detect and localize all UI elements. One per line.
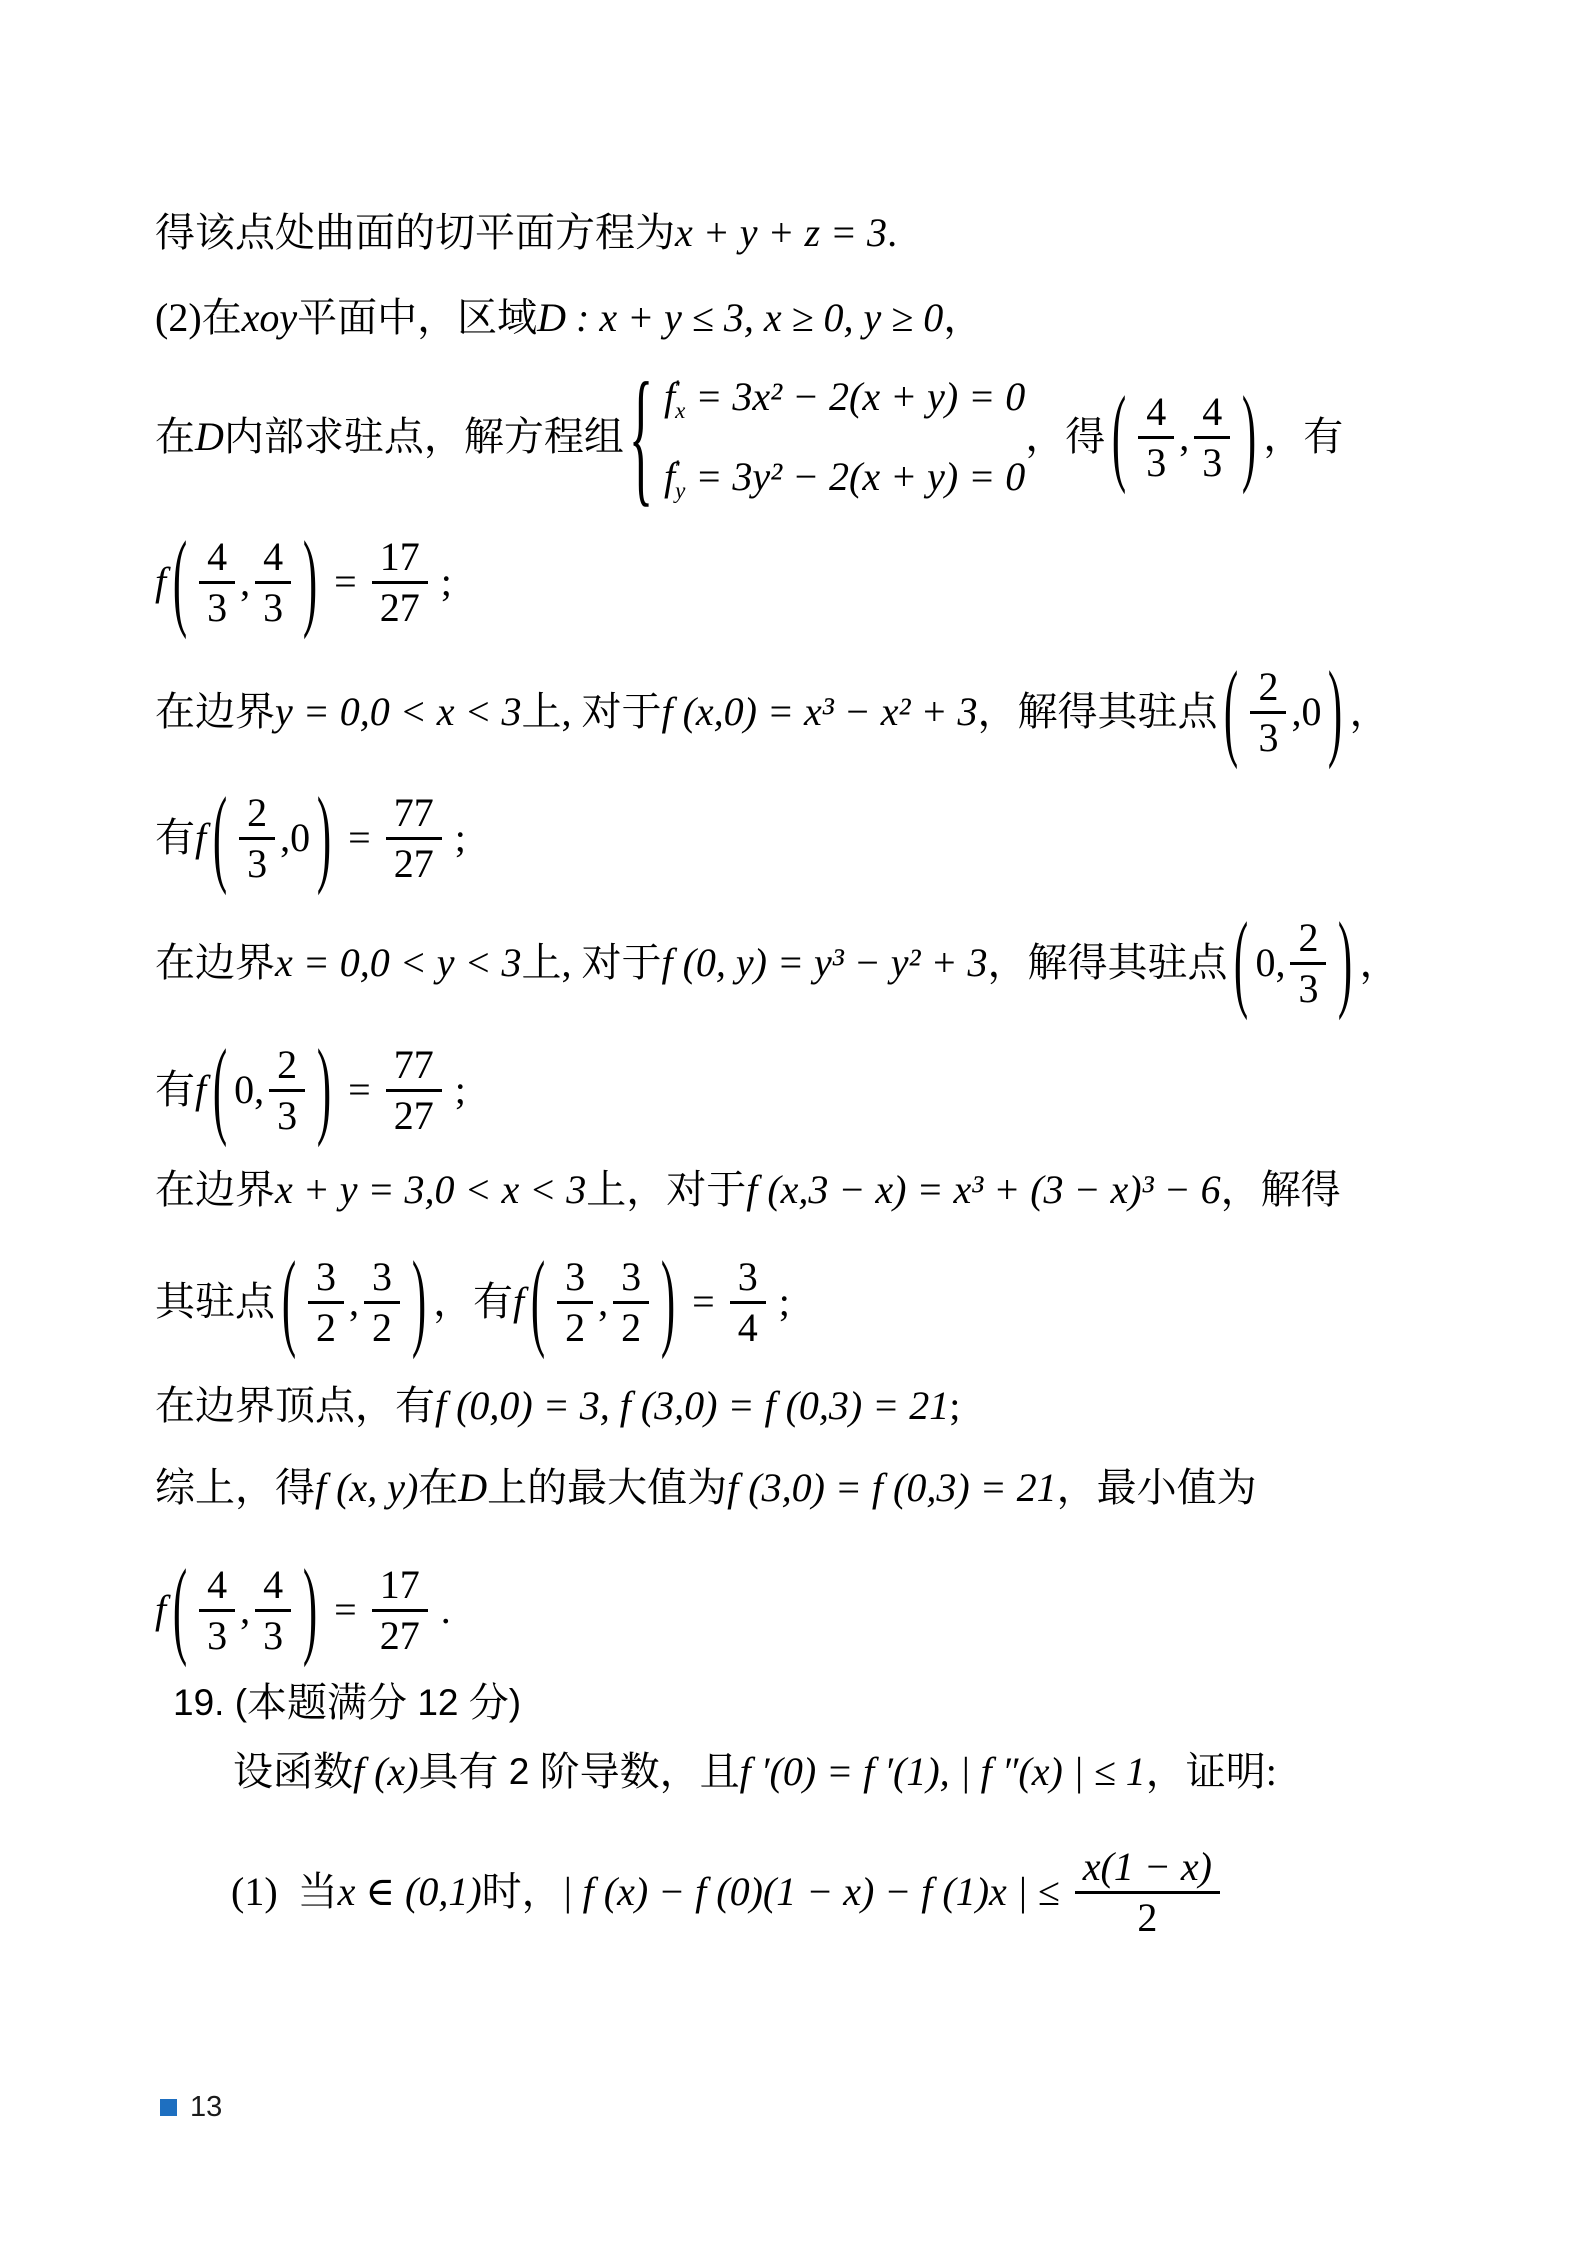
cn-text: 得 [1065,414,1106,459]
right-paren: ) [316,1030,332,1150]
fraction-numerator: 4 [1138,391,1174,439]
cn-text: 在边界 [155,689,275,734]
right-paren: ) [302,1550,318,1670]
fraction-denominator: 2 [565,1304,586,1350]
math-text: = 3y² − 2(x + y) = 0 [685,454,1026,499]
cn-text: ，有 [433,1279,513,1324]
paragraph-boundary-x0 [155,893,1399,1033]
point-tuple [166,1550,324,1670]
fraction-numerator: x(1 − x) [1075,1846,1220,1894]
prime-mark: ′ [675,376,681,402]
math-text: y = 0,0 < x < 3 [275,689,522,734]
cn-text: ，解得其驻点 [977,689,1218,734]
fraction [1138,388,1174,485]
comma: , [349,1279,359,1324]
cn-text: 平面中，区域 [297,295,538,340]
right-paren: ) [411,1242,427,1362]
equals-sign: = [348,1067,371,1112]
math-text: 0 [1255,940,1276,985]
number: 2 [498,1750,540,1792]
problem-19-part1 [231,1832,1225,1952]
fraction [308,1253,344,1350]
paragraph-vertices [155,1376,960,1436]
semicolon: ; [454,815,466,860]
point-tuple [1227,903,1359,1023]
cases-brace: { [628,351,654,520]
cn-text: ，证明: [1145,1749,1277,1794]
equals-sign: = [334,1587,357,1632]
comma: , [240,1587,251,1632]
left-paren: ( [172,522,188,642]
right-paren: ) [1242,377,1257,497]
cn-text: 得该点处曲面的切平面方程为 [155,210,675,255]
equals-sign: = [334,559,357,604]
fraction-denominator: 27 [379,584,420,630]
left-paren: ( [1224,652,1239,772]
cn-text: 分 [468,1680,509,1725]
math-text: x + y = 3,0 < x < 3 [275,1167,587,1212]
cn-text: 当 [297,1869,338,1914]
comma: , [598,1279,609,1324]
cn-text: ，解得 [1220,1167,1341,1212]
equation-row [664,452,1025,502]
formula-f-interior-value [155,518,452,646]
formula-min-value [155,1540,451,1680]
fraction-denominator: 3 [277,1092,298,1138]
fraction [730,1253,766,1350]
math-text: xoy [241,295,298,340]
equals-sign: = [348,815,371,860]
math-text: f (x,3 − x) = x³ + (3 − x)³ − 6 [746,1167,1221,1212]
subscript: y [675,478,686,503]
item-label: (2) [155,295,202,340]
right-paren: ) [1328,652,1343,772]
formula-f-0-23 [155,1022,466,1158]
right-paren: ) [1338,903,1353,1023]
fraction-denominator: 3 [263,584,284,630]
cn-text: ， [1025,414,1066,459]
point-tuple [1105,377,1263,497]
cn-text: 综上，得 [155,1465,315,1510]
fraction-denominator: 2 [372,1304,392,1350]
point-tuple [1217,652,1349,772]
left-paren: ( [1234,903,1249,1023]
fraction-numerator: 4 [255,1564,291,1612]
fraction [557,1253,593,1350]
cn-text: 设函数 [233,1749,353,1794]
cn-text: 在 [201,295,242,340]
math-text: x + y + z = 3 [675,210,888,255]
period: . [887,210,898,255]
right-paren: ) [660,1242,676,1362]
comma: , [1291,689,1302,734]
math-text: f [195,815,207,860]
comma: , [1179,414,1190,459]
fraction [269,1041,305,1138]
left-paren: ( [281,1242,297,1362]
fraction-denominator: 2 [1137,1894,1158,1940]
page-footer [160,2091,222,2124]
fraction-denominator: 4 [737,1304,758,1350]
math-text: D : x + y ≤ 3, x ≥ 0, y ≥ 0 [537,295,944,340]
paragraph-boundary-y0 [155,642,1389,782]
equation-row [664,372,1025,422]
paragraph-region-d [155,288,983,348]
point-tuple [275,1242,433,1362]
fraction [255,533,291,630]
paragraph-conclusion [155,1458,1257,1518]
cn-text: 上，对于 [586,1167,747,1212]
fraction [372,533,428,630]
math-text: f (x,0) = x³ − x² + 3 [661,689,978,734]
math-text: f (x) [353,1749,419,1794]
fraction-denominator: 3 [207,1612,228,1658]
item-label: (1) [231,1869,298,1914]
semicolon: ; [778,1279,790,1324]
cn-text: 上的最大值为 [487,1465,728,1510]
fraction-denominator: 27 [379,1612,420,1658]
fraction-denominator: 3 [1298,965,1319,1011]
math-text: f [663,454,676,499]
comma: , [280,815,291,860]
prime-subscript [675,378,685,422]
cn-text: 阶导数，且 [539,1749,740,1794]
left-paren: ( [212,1030,228,1150]
paragraph-stationary-points [155,351,1344,520]
math-text: D [458,1465,488,1510]
cn-text: 在 [155,414,195,459]
fraction-numerator: 2 [1290,917,1326,965]
cn-text: ， [1263,414,1304,459]
paragraph-tangent-plane [155,205,897,261]
point-tuple [166,522,324,642]
fraction [239,789,275,886]
fraction [199,1561,235,1658]
fraction-denominator: 27 [393,840,434,886]
cn-text: 上, 对于 [521,689,662,734]
paragraph-stationary-32 [155,1232,790,1372]
math-text: | f (x) − f (0)(1 − x) − f (1)x | ≤ [561,1869,1070,1914]
math-text: f ′(0) = f ′(1), | f ″(x) | ≤ 1 [739,1749,1146,1794]
fraction-numerator: 2 [239,792,275,840]
fraction-numerator: 2 [1250,666,1286,714]
fraction-numerator: 17 [372,1564,428,1612]
problem-19-heading [173,1676,521,1730]
problem-number: 19. ( [173,1681,248,1723]
fraction-numerator: 3 [557,1256,593,1304]
score-number: 12 [407,1681,469,1723]
cn-comma: ， [1349,689,1390,734]
math-text: f (x, y) [315,1465,419,1510]
point-tuple [524,1242,682,1362]
fraction [613,1253,649,1350]
fraction-numerator: 3 [730,1256,766,1304]
cn-text: 在边界顶点，有 [155,1383,435,1428]
fraction [1250,663,1286,760]
comma: , [254,1067,265,1112]
fraction-denominator: 2 [621,1304,642,1350]
fraction-denominator: 3 [207,584,228,630]
math-text: x ∈ (0,1) [337,1869,482,1914]
fraction-denominator: 2 [316,1304,336,1350]
cn-text: 时， [481,1869,562,1914]
subscript: x [675,398,686,423]
math-text: f [155,1587,167,1632]
fraction-denominator: 3 [1258,714,1279,760]
cn-text: ，解得其驻点 [987,940,1228,985]
right-paren: ) [302,522,318,642]
math-text: x = 0,0 < y < 3 [275,940,522,985]
prime-subscript [675,458,685,502]
cases-rows [664,372,1025,502]
math-text: = 3x² − 2(x + y) = 0 [685,374,1026,419]
fraction-numerator: 17 [372,536,428,584]
cn-text: 在边界 [155,940,275,985]
math-text: f (0,0) = 3, f (3,0) = f (0,3) = 21 [435,1383,950,1428]
page-number: 13 [190,2091,223,2123]
math-text: f [513,1279,525,1324]
math-text: 0 [290,815,311,860]
paragraph-boundary-xy3 [155,1158,1341,1222]
left-paren: ( [212,778,228,898]
fraction-denominator: 3 [1146,439,1167,485]
cn-text: 具有 [418,1749,499,1794]
fraction-denominator: 3 [1202,439,1223,485]
cn-text: 上, 对于 [521,940,662,985]
problem-19-statement [233,1740,1277,1804]
fraction-numerator: 3 [308,1256,344,1304]
cn-text: 有 [155,815,195,860]
comma: , [240,559,251,604]
formula-f-23-0 [155,772,466,904]
cn-comma: ， [1359,940,1400,985]
fraction-numerator: 3 [613,1256,649,1304]
fraction-numerator: 77 [386,792,442,840]
prime-mark: ′ [675,456,681,482]
fraction-numerator: 4 [255,536,291,584]
fraction [386,1041,442,1138]
fraction [1075,1843,1220,1940]
right-paren: ) [316,778,332,898]
fraction-denominator: 27 [393,1092,434,1138]
footer-square [160,2099,177,2116]
fraction-numerator: 2 [269,1044,305,1092]
fraction-numerator: 3 [364,1256,400,1304]
math-text: 0 [234,1067,255,1112]
paren: ) [508,1681,522,1723]
cn-text: 有 [1303,414,1344,459]
cn-text: 在 [418,1465,459,1510]
semicolon: ; [949,1383,961,1428]
cn-text: 本题满分 [247,1680,408,1725]
math-text: f (0, y) = y³ − y² + 3 [661,940,988,985]
fraction-denominator: 3 [247,840,268,886]
point-tuple [206,1030,338,1150]
fraction [364,1253,400,1350]
semicolon: ; [454,1067,466,1112]
period: . [440,1587,451,1632]
cn-text: ，最小值为 [1056,1465,1257,1510]
fraction-numerator: 77 [386,1044,442,1092]
left-paren: ( [172,1550,188,1670]
math-text: f [663,374,676,419]
fraction [255,1561,291,1658]
math-text: f [155,559,167,604]
math-text: 0 [1301,689,1322,734]
cn-text: 内部求驻点，解方程组 [223,414,624,459]
semicolon: ; [440,559,452,604]
left-paren: ( [1112,377,1127,497]
comma: , [1275,940,1286,985]
math-text: f (3,0) = f (0,3) = 21 [727,1465,1057,1510]
fraction [1194,388,1230,485]
equals-sign: = [692,1279,715,1324]
left-paren: ( [530,1242,546,1362]
fraction [372,1561,428,1658]
math-text: D [195,414,224,459]
cn-comma: ， [943,295,984,340]
fraction-numerator: 4 [199,1564,235,1612]
cn-text: 在边界 [155,1167,275,1212]
fraction-numerator: 4 [1194,391,1230,439]
fraction [1290,914,1326,1011]
fraction-numerator: 4 [199,536,235,584]
cn-text: 其驻点 [155,1279,275,1324]
point-tuple [206,778,338,898]
math-text: f [195,1067,207,1112]
equation-system [624,351,1026,520]
fraction [199,533,235,630]
fraction [386,789,442,886]
cn-text: 有 [155,1067,195,1112]
fraction-denominator: 3 [263,1612,284,1658]
